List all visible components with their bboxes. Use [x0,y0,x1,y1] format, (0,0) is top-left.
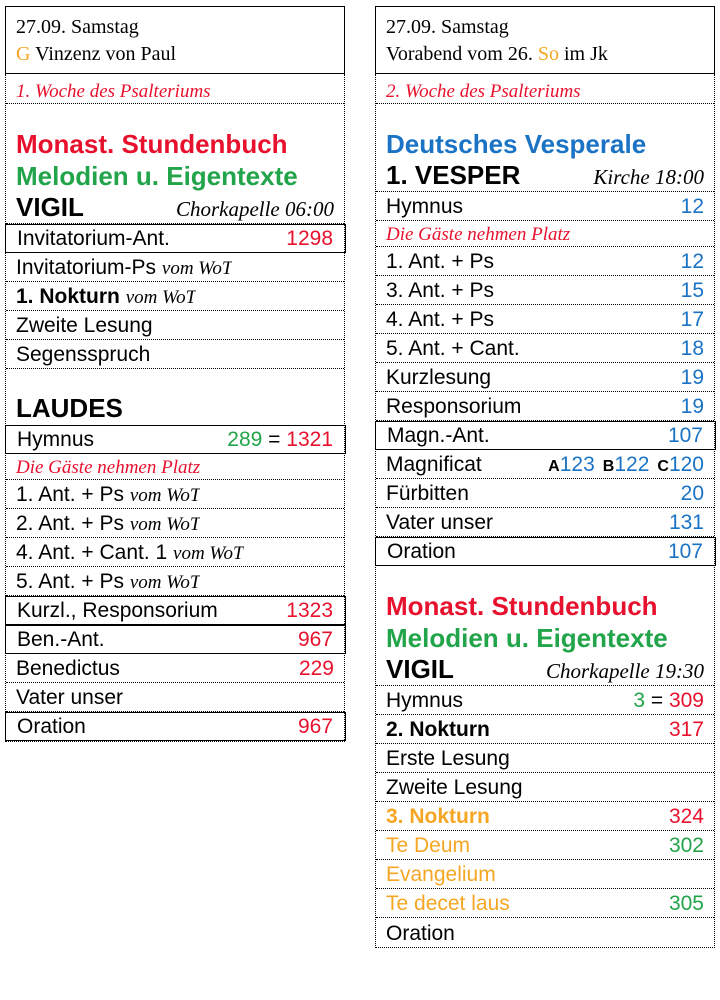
row-invitatorium-ant: Invitatorium-Ant. 1298 [5,224,346,253]
row-oration-vigil: Oration [386,922,455,945]
psalter-week: 1. Woche des Psalteriums [6,74,344,104]
row-vesper-1: 1. Ant. + Ps 12 [376,247,714,276]
left-column [5,6,345,742]
row-nokturn-1: 1. Nokturn vom WoT [6,282,344,311]
left-date: 27.09. Samstag [16,16,139,38]
row-oration: Oration 107 [375,537,716,566]
row-laudes-1: 1. Ant. + Ps vom WoT [6,480,344,509]
book-subtitle: Melodien u. Eigentexte [16,161,298,191]
vigil-heading: VIGIL Chorkapelle 19:30 [376,654,714,686]
row-erste-lesung: Erste Lesung [376,744,714,773]
row-vesper-5: 5. Ant. + Cant. 18 [376,334,714,363]
right-body [375,74,715,948]
row-vesper-4: 4. Ant. + Ps 17 [376,305,714,334]
left-header [5,6,345,74]
row-kurzlesung: Kurzlesung 19 [376,363,714,392]
row-nokturn-2: 2. Nokturn 317 [376,715,714,744]
right-date: 27.09. Samstag [386,16,509,38]
row-segensspruch: Segensspruch [6,340,344,369]
row-laudes-hymnus: Hymnus 289 = 1321 [5,425,346,454]
rank-letter: G [16,43,31,65]
left-body [5,74,345,742]
row-te-decet-laus: Te decet laus 305 [376,889,714,918]
row-nokturn-3: 3. Nokturn 324 [376,802,714,831]
vigil-heading: VIGIL Chorkapelle 06:00 [6,192,344,224]
row-benedictus: Benedictus 229 [6,654,344,683]
row-ben-ant: Ben.-Ant. 967 [5,625,346,654]
row-invitatorium-ps: Invitatorium-Ps vom WoT [6,253,344,282]
right-eve: Vorabend vom 26. So im Jk [386,43,608,65]
guests-note: Die Gäste nehmen Platz [376,221,714,247]
row-laudes-2: 2. Ant. + Ps vom WoT [6,509,344,538]
row-oration: Oration 967 [5,712,346,741]
row-zweite-lesung: Zweite Lesung [376,773,714,802]
laudes-heading: LAUDES [16,393,123,423]
row-vigil-hymnus: Hymnus 3 = 309 [376,686,714,715]
row-vater-unser: Vater unser [6,683,344,712]
vesperale-title: Deutsches Vesperale [386,129,647,159]
row-kurzl-responsorium: Kurzl., Responsorium 1323 [5,596,346,625]
right-header [375,6,715,74]
row-fuerbitten: Fürbitten 20 [376,479,714,508]
row-magnificat: Magnificat A123 B122 C120 [376,450,714,479]
row-vesper-hymnus: Hymnus 12 [376,192,714,221]
row-te-deum: Te Deum 302 [376,831,714,860]
row-evangelium: Evangelium [376,860,714,889]
row-laudes-5: 5. Ant. + Ps vom WoT [6,567,344,596]
row-zweite-lesung: Zweite Lesung [6,311,344,340]
vesper-heading: 1. VESPER Kirche 18:00 [376,160,714,192]
book-subtitle: Melodien u. Eigentexte [386,623,668,653]
guests-note: Die Gäste nehmen Platz [6,454,344,480]
book-title: Monast. Stundenbuch [16,129,288,159]
left-feast [16,41,334,68]
row-magn-ant: Magn.-Ant. 107 [375,421,716,450]
row-laudes-4: 4. Ant. + Cant. 1 vom WoT [6,538,344,567]
row-vater-unser: Vater unser 131 [376,508,714,537]
psalter-week: 2. Woche des Psalteriums [376,74,714,104]
row-vesper-3: 3. Ant. + Ps 15 [376,276,714,305]
saint-name: Vinzenz von Paul [35,43,177,65]
right-column [375,6,715,948]
book-title: Monast. Stundenbuch [386,591,658,621]
row-responsorium: Responsorium 19 [376,392,714,421]
